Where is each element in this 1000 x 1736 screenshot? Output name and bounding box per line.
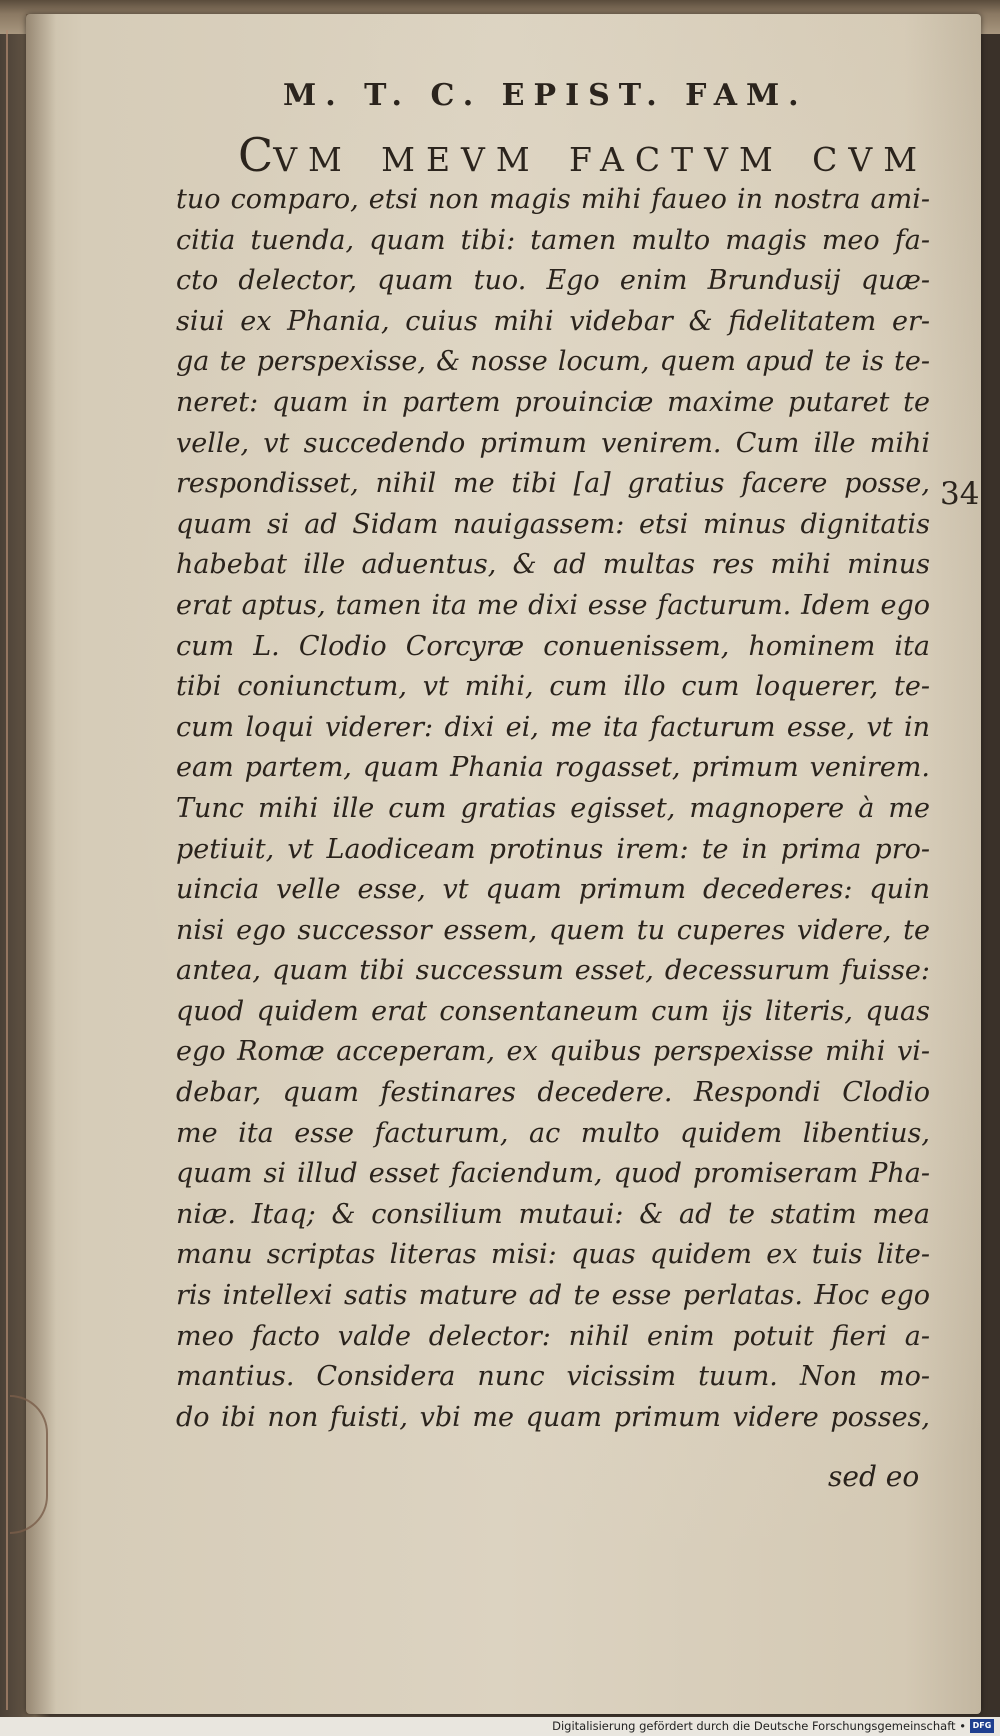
text-line: do ibi non fuisti, vbi me quam primum videre posses, <box>176 1401 930 1433</box>
text-line: respondisset, nihil me tibi [a] gratius facere posse, <box>176 468 930 500</box>
opening-line-text: VM MEVM FACTVM CVM <box>273 140 928 179</box>
text-line: tuo comparo, etsi non magis mihi faueo in nostra ami- <box>176 184 930 215</box>
catchword: sed eo <box>828 1460 920 1493</box>
binding-edge <box>6 30 8 1710</box>
text-line: velle, vt succedendo primum venirem. Cum ille mihi <box>176 427 930 459</box>
opening-line <box>238 128 928 182</box>
text-line: habebat ille aduentus, & ad multas res mihi minus <box>176 549 930 581</box>
text-line: erat aptus, tamen ita me dixi esse facturum. Idem ego <box>176 589 930 621</box>
text-line: petiuit, vt Laodiceam protinus irem: te in prima pro- <box>176 833 930 865</box>
letter-body <box>176 180 930 1438</box>
text-line: neret: quam in partem prouinciæ maxime putaret te <box>176 386 930 418</box>
text-line: antea, quam tibi successum esset, decessurum fuisse: <box>176 955 930 987</box>
text-line: ego Romæ acceperam, ex quibus perspexisse mihi vi- <box>176 1036 930 1068</box>
text-line: debar, quam festinares decedere. Respondi Clodio <box>176 1077 930 1109</box>
text-line: cto delector, quam tuo. Ego enim Brundusij quæ- <box>176 265 930 297</box>
text-line: Tunc mihi ille cum gratias egisset, magnopere à me <box>176 792 930 824</box>
text-line: quam si ad Sidam nauigassem: etsi minus dignitatis <box>176 508 930 540</box>
text-line: citia tuenda, quam tibi: tamen multo magis meo fa- <box>176 224 930 256</box>
text-line: tibi coniunctum, vt mihi, cum illo cum loquerer, te- <box>176 671 930 703</box>
text-line: quam si illud esset faciendum, quod promiseram Pha- <box>176 1158 930 1190</box>
text-line: meo facto valde delector: nihil enim potuit fieri a- <box>176 1320 930 1352</box>
text-line: niæ. Itaq; & consilium mutaui: & ad te statim mea <box>176 1198 930 1230</box>
text-line: nisi ego successor essem, quem tu cuperes videre, te <box>176 914 930 946</box>
binding-thread <box>10 1395 48 1534</box>
text-line: siui ex Phania, cuius mihi videbar & fidelitatem er- <box>176 305 930 337</box>
dfg-logo: DFG <box>970 1719 994 1733</box>
text-line: ga te perspexisse, & nosse locum, quem apud te is te- <box>176 346 930 378</box>
text-line: uincia velle esse, vt quam primum decederes: quin <box>176 874 930 906</box>
text-line: cum L. Clodio Corcyræ conuenissem, hominem ita <box>176 630 930 662</box>
digitization-credit: Digitalisierung gefördert durch die Deutsche Forschungsgemeinschaft • <box>552 1719 966 1733</box>
text-line: cum loqui viderer: dixi ei, me ita facturum esse, vt in <box>176 711 930 743</box>
running-title: M. T. C. EPIST. FAM. <box>283 78 808 113</box>
margin-page-number: 34 <box>940 476 980 512</box>
text-line: quod quidem erat consentaneum cum ijs literis, quas <box>176 995 930 1027</box>
text-line: me ita esse facturum, ac multo quidem libentius, <box>176 1117 930 1149</box>
text-line: eam partem, quam Phania rogasset, primum venirem. <box>176 752 930 784</box>
text-line: manu scriptas literas misi: quas quidem ex tuis lite- <box>176 1239 930 1271</box>
text-line: ris intellexi satis mature ad te esse perlatas. Hoc ego <box>176 1280 930 1312</box>
text-line: mantius. Considera nunc vicissim tuum. Non mo- <box>176 1361 930 1393</box>
initial-capital: C <box>238 128 274 182</box>
